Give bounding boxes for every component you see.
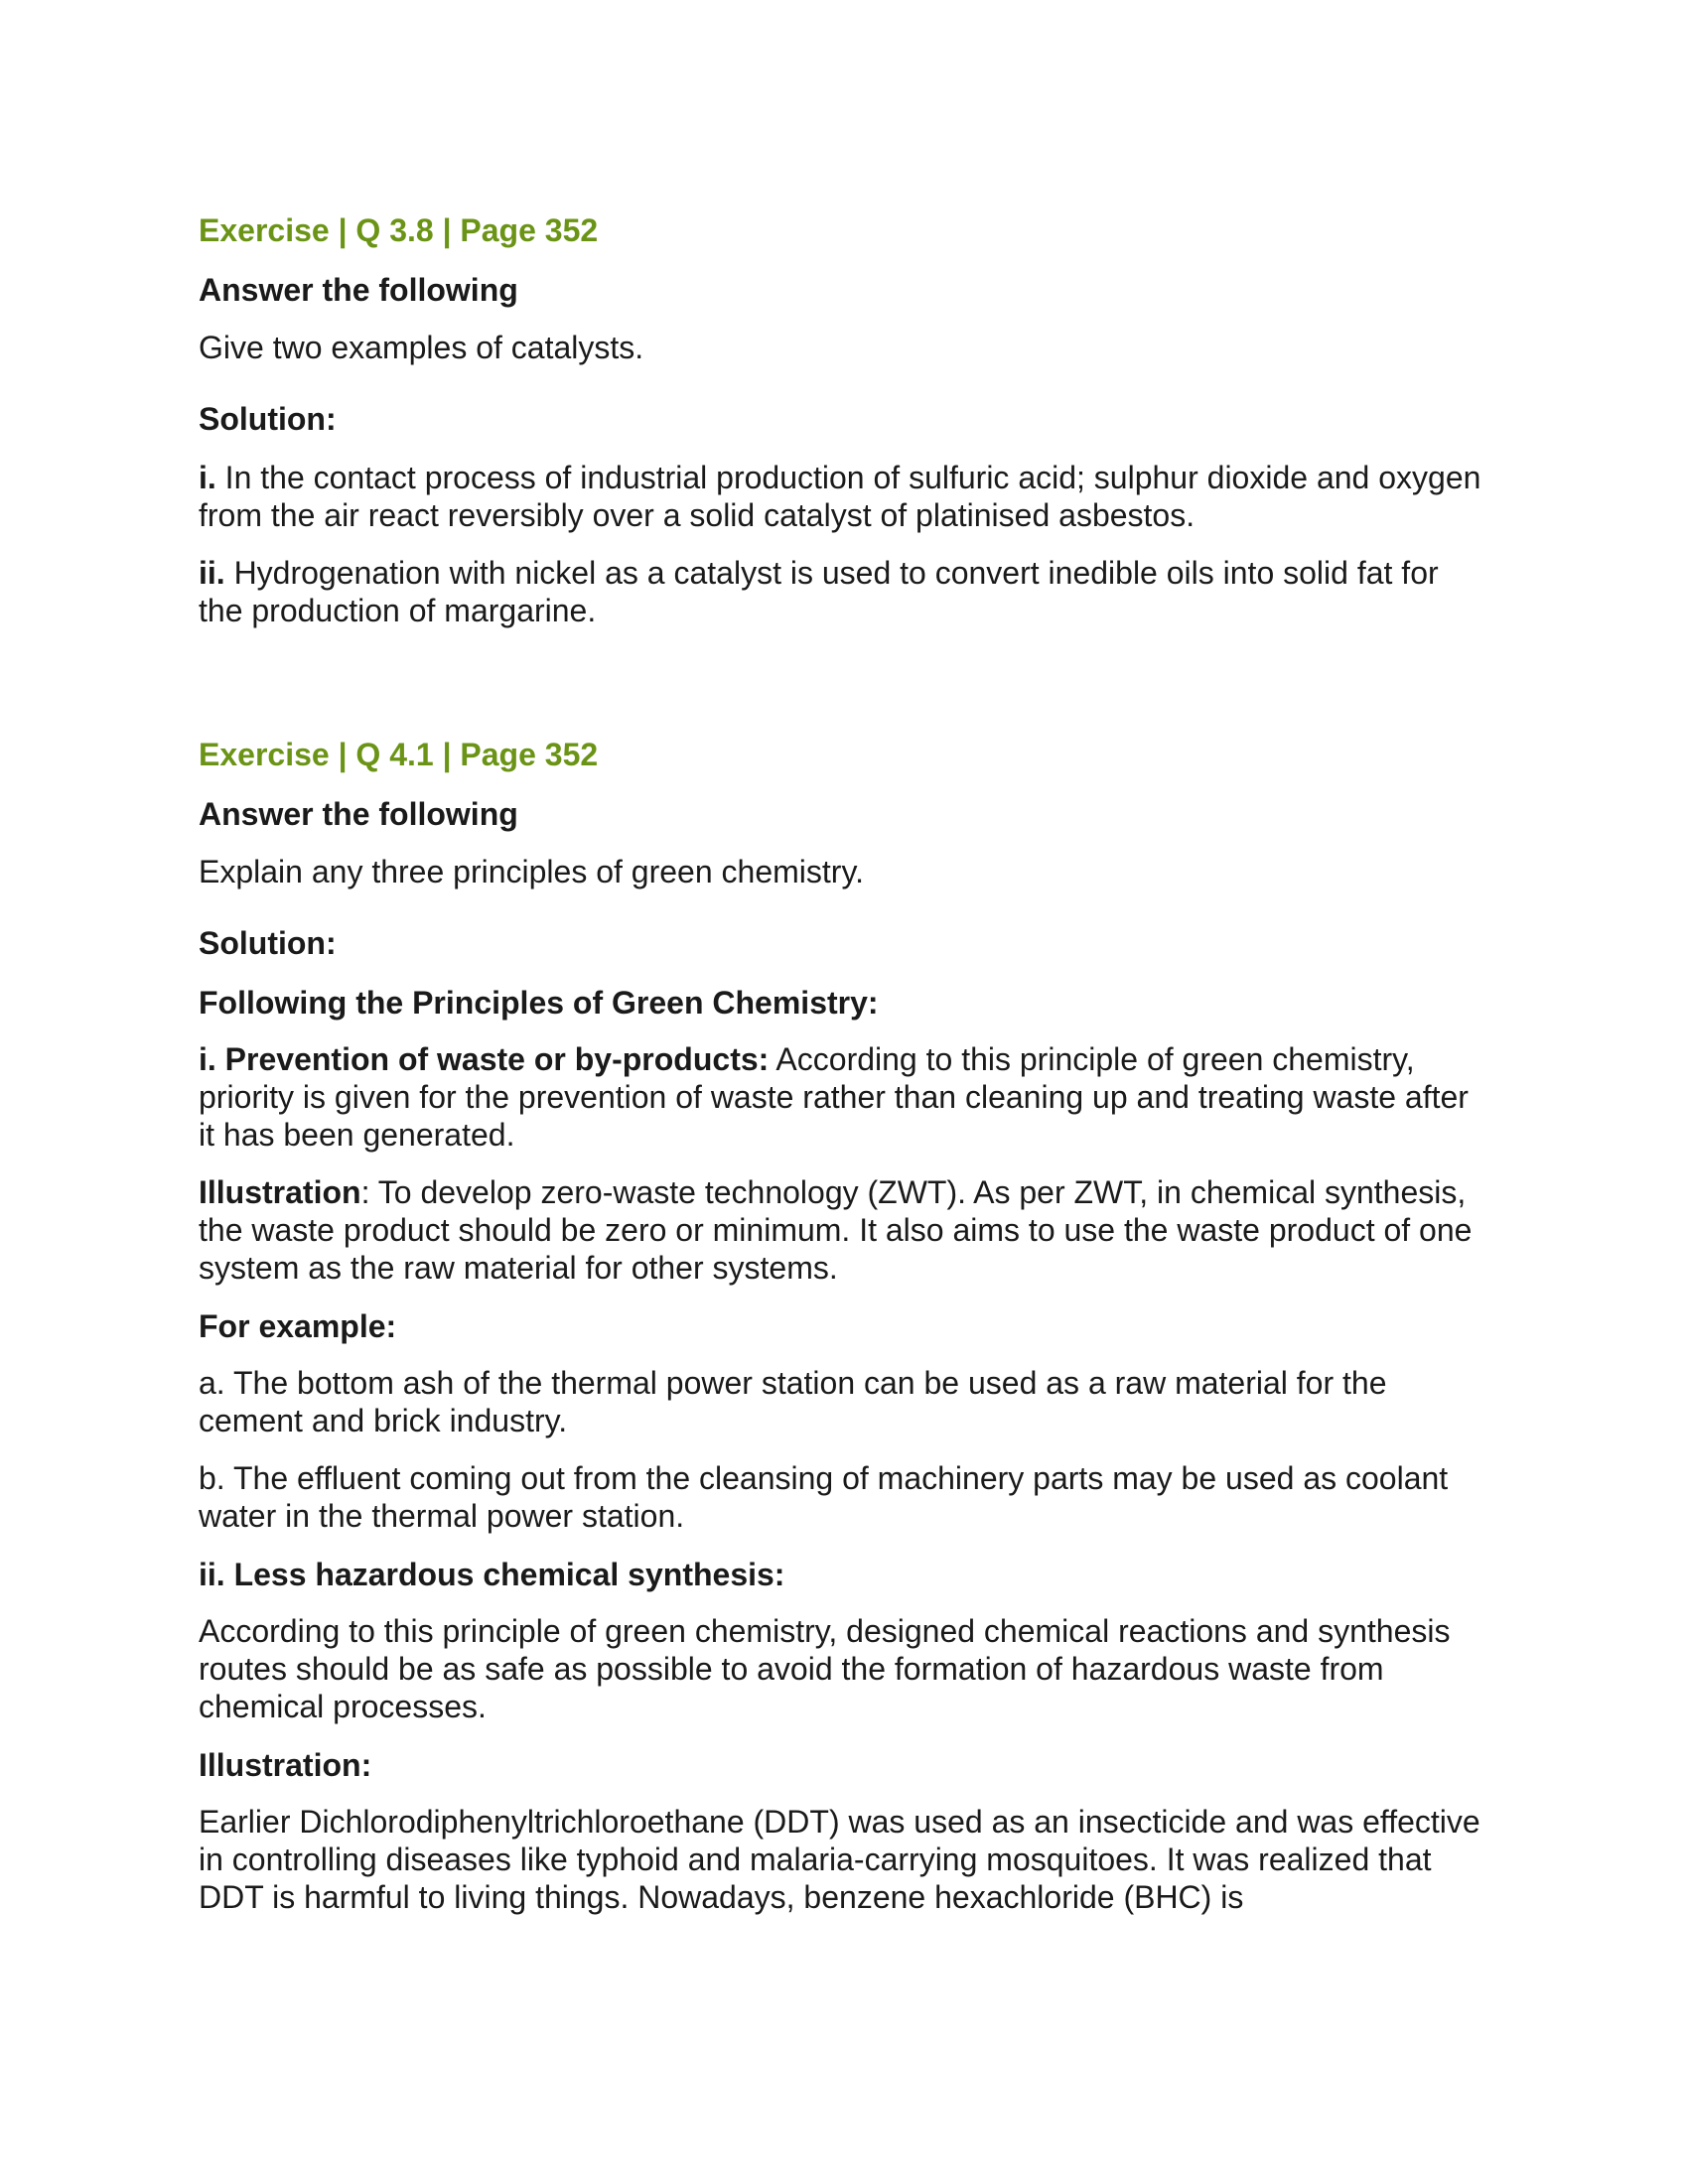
question-text: Explain any three principles of green chemistry. [199,854,864,889]
illustration-2-text: Earlier Dichlorodiphenyltrichloroethane (DDT) was used as an insecticide and was effective in controlling diseases like typhoid and malaria-carrying mosquitoes. It was realized that DDT is harmful to living things. Nowadays, benzene hexachloride (BHC) is [199,1804,1480,1915]
question-heading: Exercise | Q 3.8 | Page 352 [199,212,599,248]
principle-2-heading: ii. Less hazardous chemical synthesis: [199,1557,785,1592]
document-page [199,208,1489,1936]
question-text: Give two examples of catalysts. [199,330,644,365]
solution-point-2 [199,554,1489,629]
principle-1-paragraph [199,1040,1489,1154]
point-text: Hydrogenation with nickel as a catalyst is used to convert inedible oils into solid fat for the production of margarine. [199,555,1439,628]
point-label: ii. [199,555,225,591]
principle-label: i. Prevention of waste or by-products: [199,1041,770,1077]
illustration-label: Illustration [199,1174,361,1210]
solution-label: Solution: [199,925,337,961]
example-b: b. The effluent coming out from the cleansing of machinery parts may be used as coolant water in the thermal power station. [199,1460,1449,1534]
illustration-2-heading: Illustration: [199,1747,372,1783]
instruction-heading: Answer the following [199,796,518,832]
point-text: In the contact process of industrial production of sulfuric acid; sulphur dioxide and oxygen from the air react reversibly over a solid catalyst of platinised asbestos. [199,460,1481,533]
principle-text: According to this principle of green chemistry, priority is given for the prevention of waste rather than cleaning up and treating waste after it has been generated. [199,1041,1469,1153]
illustration-1-paragraph [199,1173,1489,1287]
question-heading: Exercise | Q 4.1 | Page 352 [199,737,599,772]
example-heading: For example: [199,1308,397,1344]
instruction-heading: Answer the following [199,272,518,308]
example-a: a. The bottom ash of the thermal power station can be used as a raw material for the cement and brick industry. [199,1365,1387,1438]
point-label: i. [199,460,216,495]
solution-point-1 [199,459,1489,534]
principle-2-text: According to this principle of green chemistry, designed chemical reactions and synthesis routes should be as safe as possible to avoid the formation of hazardous waste from chemical processes. [199,1613,1451,1724]
exercise-section-q3-8 [199,208,1489,629]
illustration-text: : To develop zero-waste technology (ZWT). As per ZWT, in chemical synthesis, the waste product should be zero or minimum. It also aims to use the waste product of one system as the raw material for other systems. [199,1174,1473,1286]
solution-label: Solution: [199,401,337,437]
exercise-section-q4-1 [199,733,1489,1916]
principles-heading: Following the Principles of Green Chemistry: [199,985,879,1021]
